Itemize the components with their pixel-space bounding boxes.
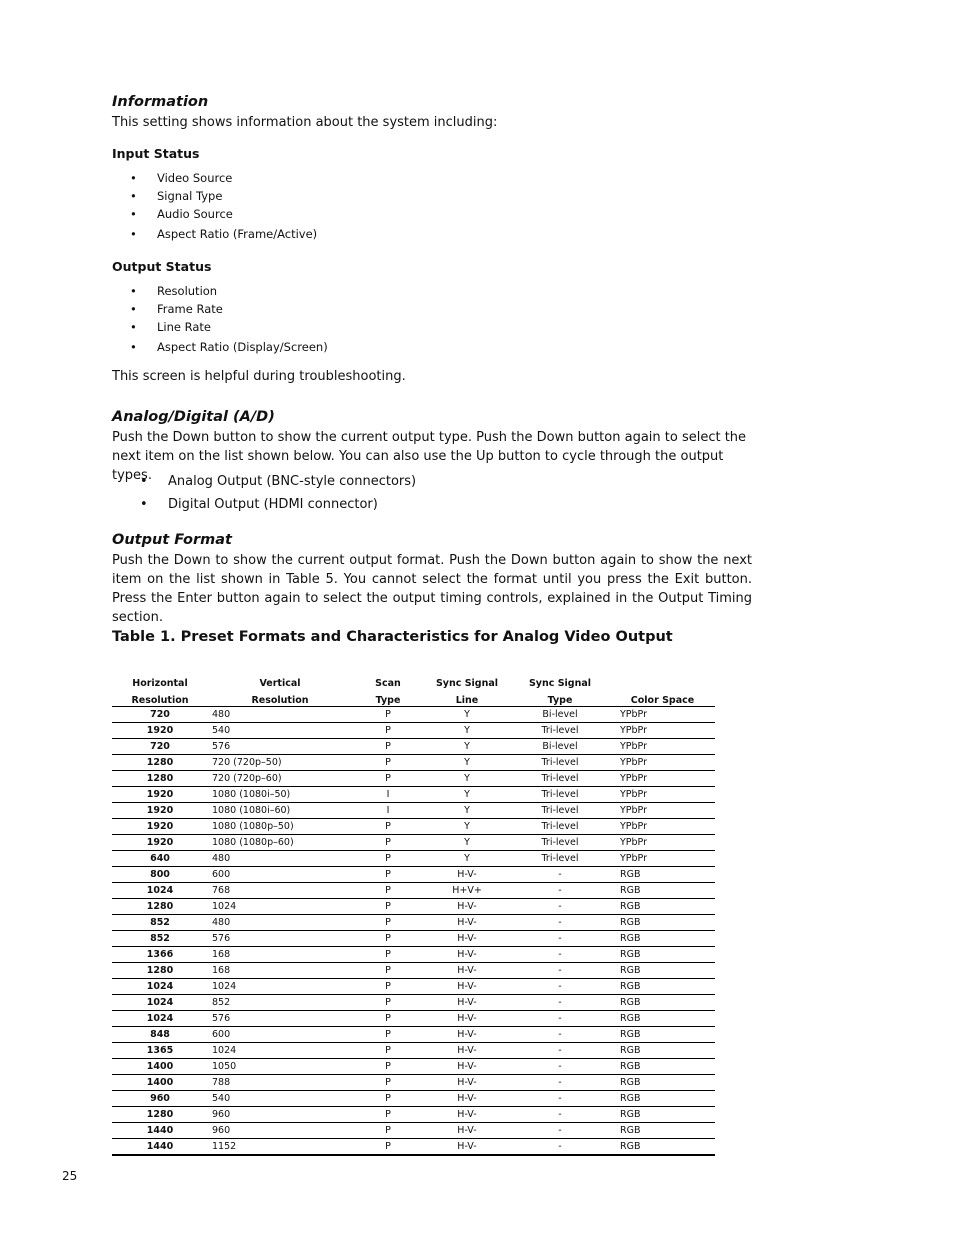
table-cell: 1366 xyxy=(112,947,208,963)
table-cell: H-V- xyxy=(424,963,510,979)
table-cell: 1080 (1080i–50) xyxy=(208,787,352,803)
table-cell: H-V- xyxy=(424,947,510,963)
table-cell: - xyxy=(510,979,610,995)
table-cell: 640 xyxy=(112,851,208,867)
table-cell: - xyxy=(510,995,610,1011)
table-cell: RGB xyxy=(610,1107,715,1123)
table-cell: P xyxy=(352,915,424,931)
column-header: Vertical xyxy=(259,678,301,689)
table-cell: RGB xyxy=(610,1059,715,1075)
column-header: Resolution xyxy=(112,689,208,707)
table-cell: H-V- xyxy=(424,995,510,1011)
table-cell: YPbPr xyxy=(610,739,715,755)
table-cell: P xyxy=(352,755,424,771)
table-cell: 852 xyxy=(208,995,352,1011)
table-cell: P xyxy=(352,995,424,1011)
table-cell: P xyxy=(352,835,424,851)
table-cell: Y xyxy=(424,835,510,851)
table-cell: 848 xyxy=(112,1027,208,1043)
table-cell: 1280 xyxy=(112,899,208,915)
table-row xyxy=(112,883,715,899)
column-header: Color Space xyxy=(610,689,715,707)
analog-digital-body: Push the Down button to show the current output type. Push the Down button again to select the next item on the list shown below. You can also use the Up button to cycle through the output types. xyxy=(112,430,747,483)
table-cell: - xyxy=(510,1123,610,1139)
table-cell: 1365 xyxy=(112,1043,208,1059)
table-cell: - xyxy=(510,931,610,947)
table-cell: 960 xyxy=(208,1123,352,1139)
table-cell: RGB xyxy=(610,1139,715,1156)
input-status-list xyxy=(130,171,317,245)
table-cell: 168 xyxy=(208,963,352,979)
table-cell: - xyxy=(510,1043,610,1059)
table-cell: 480 xyxy=(208,851,352,867)
table-row xyxy=(112,915,715,931)
table-row xyxy=(112,867,715,883)
information-closing: This screen is helpful during troubleshooting. xyxy=(112,369,406,384)
table-cell: 600 xyxy=(208,1027,352,1043)
table-cell: RGB xyxy=(610,947,715,963)
output-format-heading: Output Format xyxy=(112,532,232,548)
table-cell: Y xyxy=(424,851,510,867)
table-cell: 960 xyxy=(208,1107,352,1123)
table-row xyxy=(112,1011,715,1027)
table-row xyxy=(112,1091,715,1107)
table-cell: Y xyxy=(424,819,510,835)
table-cell: H-V- xyxy=(424,867,510,883)
table-cell: 576 xyxy=(208,931,352,947)
column-header: Scan xyxy=(375,678,401,689)
table-cell: Tri-level xyxy=(510,803,610,819)
table-cell: H-V- xyxy=(424,1011,510,1027)
table-cell: I xyxy=(352,803,424,819)
table-cell: H-V- xyxy=(424,915,510,931)
table-cell: P xyxy=(352,867,424,883)
table-row xyxy=(112,931,715,947)
table-cell: RGB xyxy=(610,899,715,915)
table-cell: 1400 xyxy=(112,1075,208,1091)
table-row xyxy=(112,1027,715,1043)
table-cell: 576 xyxy=(208,739,352,755)
table-header-row xyxy=(112,672,715,689)
list-item: • Resolution xyxy=(130,284,328,302)
table-cell: YPbPr xyxy=(610,851,715,867)
column-header: Type xyxy=(510,689,610,707)
table-row xyxy=(112,899,715,915)
table-cell: P xyxy=(352,1123,424,1139)
table-cell: P xyxy=(352,819,424,835)
table-cell: RGB xyxy=(610,883,715,899)
table-cell: Tri-level xyxy=(510,771,610,787)
table-cell: 720 (720p–50) xyxy=(208,755,352,771)
table-row xyxy=(112,723,715,739)
analog-digital-heading: Analog/Digital (A/D) xyxy=(112,409,275,425)
column-header xyxy=(610,672,715,689)
table-row xyxy=(112,739,715,755)
table-cell: Tri-level xyxy=(510,787,610,803)
table-cell: H-V- xyxy=(424,1107,510,1123)
table-cell: Tri-level xyxy=(510,723,610,739)
list-item: • Analog Output (BNC-style connectors) xyxy=(140,474,416,497)
table-cell: Tri-level xyxy=(510,851,610,867)
table-cell: 1080 (1080i–60) xyxy=(208,803,352,819)
table-cell: P xyxy=(352,1091,424,1107)
table-cell: - xyxy=(510,1059,610,1075)
table-row xyxy=(112,803,715,819)
table-cell: P xyxy=(352,851,424,867)
table-cell: P xyxy=(352,1043,424,1059)
table-cell: 1050 xyxy=(208,1059,352,1075)
table-cell: P xyxy=(352,899,424,915)
table-cell: Bi-level xyxy=(510,739,610,755)
output-status-list xyxy=(130,284,328,358)
table-cell: H-V- xyxy=(424,1059,510,1075)
column-header: Type xyxy=(352,689,424,707)
table-cell: P xyxy=(352,947,424,963)
output-format-body: Push the Down to show the current output format. Push the Down button again to show the next item on the list shown in Table 5. You cannot select the format until you press the Exit button. Press the Enter button again to select the output timing controls, explained in the Output Timing section. xyxy=(112,553,752,625)
table-cell: Y xyxy=(424,771,510,787)
table-row xyxy=(112,819,715,835)
column-header: Sync Signal xyxy=(435,678,499,689)
table-row xyxy=(112,755,715,771)
output-status-heading: Output Status xyxy=(112,259,212,274)
table-cell: YPbPr xyxy=(610,787,715,803)
list-item: • Aspect Ratio (Frame/Active) xyxy=(130,227,317,245)
table-cell: Y xyxy=(424,787,510,803)
table-cell: 1280 xyxy=(112,963,208,979)
column-header: Line xyxy=(424,689,510,707)
table-cell: - xyxy=(510,947,610,963)
table-cell: 1920 xyxy=(112,803,208,819)
table-cell: - xyxy=(510,1027,610,1043)
table-cell: 1440 xyxy=(112,1123,208,1139)
table-cell: 852 xyxy=(112,915,208,931)
table-cell: 168 xyxy=(208,947,352,963)
table-cell: - xyxy=(510,915,610,931)
table-cell: P xyxy=(352,1027,424,1043)
table-cell: H-V- xyxy=(424,899,510,915)
table-cell: 1080 (1080p–60) xyxy=(208,835,352,851)
table-cell: RGB xyxy=(610,1043,715,1059)
table-cell: 600 xyxy=(208,867,352,883)
table-cell: P xyxy=(352,1139,424,1156)
table-cell: - xyxy=(510,1011,610,1027)
table-cell: 1080 (1080p–50) xyxy=(208,819,352,835)
table-row xyxy=(112,851,715,867)
list-item: • Signal Type xyxy=(130,189,317,207)
table-cell: 1400 xyxy=(112,1059,208,1075)
list-item: • Line Rate xyxy=(130,320,328,340)
table-row xyxy=(112,835,715,851)
table-row xyxy=(112,1139,715,1156)
table-cell: P xyxy=(352,723,424,739)
table-cell: RGB xyxy=(610,1075,715,1091)
table-cell: YPbPr xyxy=(610,819,715,835)
table-cell: H-V- xyxy=(424,979,510,995)
information-heading: Information xyxy=(112,94,209,110)
table-cell: H-V- xyxy=(424,1043,510,1059)
table-cell: 540 xyxy=(208,1091,352,1107)
table-title: Table 1. Preset Formats and Characteristics for Analog Video Output xyxy=(112,629,673,645)
table-cell: RGB xyxy=(610,915,715,931)
table-cell: 1024 xyxy=(208,979,352,995)
table-cell: RGB xyxy=(610,995,715,1011)
table-cell: 1024 xyxy=(112,883,208,899)
table-cell: Tri-level xyxy=(510,755,610,771)
table-row xyxy=(112,995,715,1011)
table-cell: H-V- xyxy=(424,1075,510,1091)
table-cell: 1024 xyxy=(112,1011,208,1027)
column-header: Horizontal xyxy=(132,678,188,689)
table-row xyxy=(112,707,715,723)
table-cell: 576 xyxy=(208,1011,352,1027)
table-cell: - xyxy=(510,1075,610,1091)
table-cell: - xyxy=(510,1107,610,1123)
table-cell: P xyxy=(352,931,424,947)
table-cell: H-V- xyxy=(424,1091,510,1107)
table-cell: 480 xyxy=(208,707,352,723)
table-cell: Bi-level xyxy=(510,707,610,723)
table-cell: RGB xyxy=(610,1123,715,1139)
table-cell: P xyxy=(352,1075,424,1091)
table-cell: 1920 xyxy=(112,723,208,739)
table-cell: Y xyxy=(424,739,510,755)
table-cell: 788 xyxy=(208,1075,352,1091)
table-cell: 1024 xyxy=(112,979,208,995)
table-cell: P xyxy=(352,883,424,899)
table-cell: 1920 xyxy=(112,835,208,851)
table-cell: 540 xyxy=(208,723,352,739)
table-cell: YPbPr xyxy=(610,755,715,771)
table-row xyxy=(112,979,715,995)
table-cell: 852 xyxy=(112,931,208,947)
table-cell: RGB xyxy=(610,963,715,979)
table-row xyxy=(112,1043,715,1059)
table-cell: RGB xyxy=(610,931,715,947)
input-status-heading: Input Status xyxy=(112,146,200,161)
information-intro: This setting shows information about the system including: xyxy=(112,115,498,130)
table-cell: YPbPr xyxy=(610,771,715,787)
table-header-row xyxy=(112,689,715,707)
table-cell: Y xyxy=(424,707,510,723)
table-cell: 1024 xyxy=(208,899,352,915)
table-cell: Tri-level xyxy=(510,819,610,835)
table-cell: P xyxy=(352,771,424,787)
table-cell: YPbPr xyxy=(610,803,715,819)
table-cell: Y xyxy=(424,723,510,739)
table-row xyxy=(112,771,715,787)
table-row xyxy=(112,963,715,979)
table-row xyxy=(112,1075,715,1091)
table-cell: 1152 xyxy=(208,1139,352,1156)
table-cell: - xyxy=(510,883,610,899)
table-cell: 1024 xyxy=(208,1043,352,1059)
column-header: Sync Signal xyxy=(528,678,592,689)
table-cell: P xyxy=(352,1107,424,1123)
table-cell: 800 xyxy=(112,867,208,883)
preset-formats-table xyxy=(112,672,715,1156)
list-item: • Frame Rate xyxy=(130,302,328,320)
column-header: Resolution xyxy=(208,689,352,707)
table-cell: - xyxy=(510,1091,610,1107)
table-cell: P xyxy=(352,1059,424,1075)
table-cell: Y xyxy=(424,755,510,771)
table-cell: RGB xyxy=(610,1091,715,1107)
table-cell: H-V- xyxy=(424,1027,510,1043)
table-cell: - xyxy=(510,1139,610,1156)
table-cell: H-V- xyxy=(424,1123,510,1139)
table-cell: 1280 xyxy=(112,755,208,771)
table-cell: YPbPr xyxy=(610,707,715,723)
table-cell: 1280 xyxy=(112,1107,208,1123)
table-cell: 1024 xyxy=(112,995,208,1011)
table-cell: P xyxy=(352,1011,424,1027)
table-cell: RGB xyxy=(610,979,715,995)
table-cell: 960 xyxy=(112,1091,208,1107)
table-cell: P xyxy=(352,963,424,979)
table-cell: 1920 xyxy=(112,787,208,803)
table-cell: P xyxy=(352,739,424,755)
table-cell: 1440 xyxy=(112,1139,208,1156)
page-number: 25 xyxy=(62,1169,78,1183)
table-row xyxy=(112,1123,715,1139)
table-body xyxy=(112,707,715,1156)
table-cell: Tri-level xyxy=(510,835,610,851)
table-cell: YPbPr xyxy=(610,723,715,739)
table-cell: - xyxy=(510,963,610,979)
table-cell: I xyxy=(352,787,424,803)
list-item: • Audio Source xyxy=(130,207,317,227)
table-cell: 480 xyxy=(208,915,352,931)
list-item: • Video Source xyxy=(130,171,317,189)
table-row xyxy=(112,947,715,963)
table-cell: RGB xyxy=(610,867,715,883)
table-cell: P xyxy=(352,707,424,723)
table-cell: 1280 xyxy=(112,771,208,787)
table-cell: 1920 xyxy=(112,819,208,835)
table-cell: 720 (720p–60) xyxy=(208,771,352,787)
table-cell: RGB xyxy=(610,1027,715,1043)
table-cell: H+V+ xyxy=(424,883,510,899)
table-cell: RGB xyxy=(610,1011,715,1027)
table-cell: 720 xyxy=(112,707,208,723)
table-row xyxy=(112,1059,715,1075)
table-cell: H-V- xyxy=(424,1139,510,1156)
output-type-list xyxy=(140,474,416,520)
table-cell: Y xyxy=(424,803,510,819)
table-cell: 720 xyxy=(112,739,208,755)
table-cell: - xyxy=(510,867,610,883)
table-cell: 768 xyxy=(208,883,352,899)
table-row xyxy=(112,1107,715,1123)
list-item: • Aspect Ratio (Display/Screen) xyxy=(130,340,328,358)
table-cell: - xyxy=(510,899,610,915)
table-row xyxy=(112,787,715,803)
list-item: • Digital Output (HDMI connector) xyxy=(140,497,416,520)
table-cell: YPbPr xyxy=(610,835,715,851)
table-cell: H-V- xyxy=(424,931,510,947)
table-cell: P xyxy=(352,979,424,995)
